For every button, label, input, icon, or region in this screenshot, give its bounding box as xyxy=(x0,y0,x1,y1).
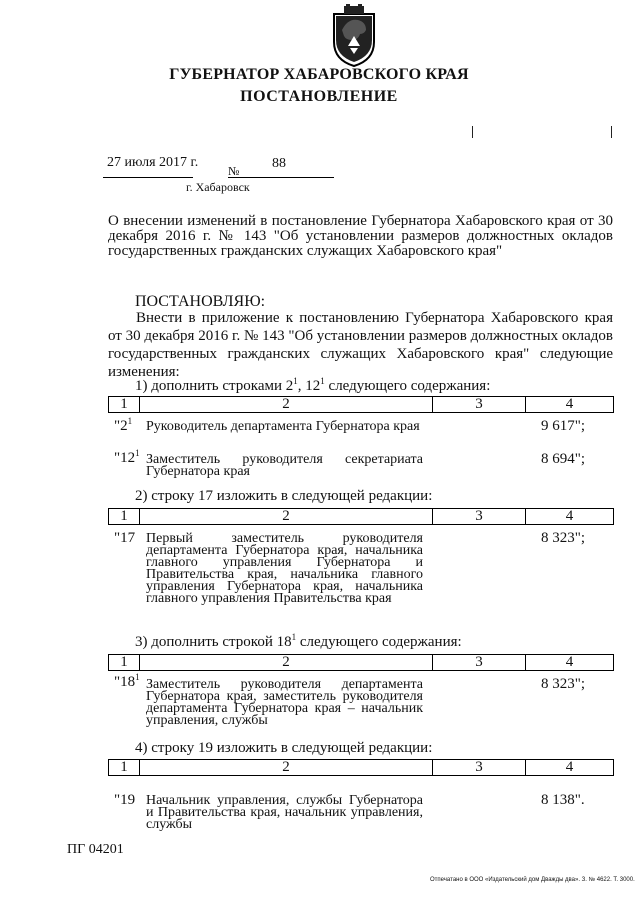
table-header xyxy=(108,759,614,776)
header-col-2: 2 xyxy=(140,509,433,525)
table-header xyxy=(108,654,614,671)
row-description: Руководитель департамента Губернатора края xyxy=(146,419,420,434)
header-col-4: 4 xyxy=(526,655,614,671)
header-col-4: 4 xyxy=(526,509,614,525)
main-paragraph: Внести в приложение к постановлению Губернатора Хабаровского края от 30 декабря 2016 г. № 143 "Об установлении размеров должностных окладов государственных гражданских служащих Хабаровского края" следующие изменения: xyxy=(108,310,613,380)
header-col-3: 3 xyxy=(433,760,526,776)
number-sign: № xyxy=(228,164,240,178)
header-col-2: 2 xyxy=(140,655,433,671)
item-3-label: 3) дополнить строкой $18^1$ следующего содержания: xyxy=(135,632,462,650)
margin-mark xyxy=(472,126,473,138)
header-col-1: 1 xyxy=(109,397,140,413)
document-type: ПОСТАНОВЛЕНИЕ xyxy=(240,88,398,105)
row-description: Заместитель руководителя департамента Губернатора края, заместитель руководителя департамента Губернатора края – начальник управления, службы xyxy=(146,677,423,728)
header-col-3: 3 xyxy=(433,655,526,671)
item-2-label: 2) строку 17 изложить в следующей редакции: xyxy=(135,488,433,504)
row-code: "$2^1$ xyxy=(114,416,133,434)
row-description: Начальник управления, службы Губернатора и Правительства края, начальник управления, службы xyxy=(146,793,423,832)
row-value: 9 617"; xyxy=(541,418,586,434)
item-1-label: 1) дополнить строками $2^1$, $12^1$ следующего содержания: xyxy=(135,376,491,394)
row-description: Заместитель руководителя секретариата Губернатора края xyxy=(146,452,423,479)
printer-imprint: Отпечатано в ООО «Издательский дом Дважды два». З. № 4622. Т. 3000. xyxy=(430,877,635,883)
row-code: "$12^1$ xyxy=(114,448,140,466)
decree-word: ПОСТАНОВЛЯЮ: xyxy=(135,293,266,310)
header-col-2: 2 xyxy=(140,397,433,413)
document-number: 88 xyxy=(272,156,286,171)
document-date: 27 июля 2017 г. xyxy=(107,155,199,170)
header-col-1: 1 xyxy=(109,509,140,525)
header-col-1: 1 xyxy=(109,655,140,671)
number-underline xyxy=(228,177,334,178)
row-code: "17 xyxy=(114,530,136,546)
row-value: 8 323"; xyxy=(541,676,586,692)
row-code: "$18^1$ xyxy=(114,672,140,690)
row-value: 8 323"; xyxy=(541,530,586,546)
header-col-4: 4 xyxy=(526,397,614,413)
table-header xyxy=(108,396,614,413)
header-col-3: 3 xyxy=(433,509,526,525)
organization-title: ГУБЕРНАТОР ХАБАРОВСКОГО КРАЯ xyxy=(169,66,469,83)
row-code: "19 xyxy=(114,792,136,808)
document-city: г. Хабаровск xyxy=(186,180,250,194)
header-col-3: 3 xyxy=(433,397,526,413)
row-description: Первый заместитель руководителя департамента Губернатора края, начальника главного управления Губернатора и Правительства края, начальника главного управления Губернатора края, начальника главного управления Правительства края xyxy=(146,531,423,606)
footer-code: ПГ 04201 xyxy=(67,842,124,857)
table-header xyxy=(108,508,614,525)
item-4-label: 4) строку 19 изложить в следующей редакции: xyxy=(135,740,433,756)
margin-mark xyxy=(611,126,612,138)
row-value: 8 138". xyxy=(541,792,585,808)
date-underline xyxy=(103,177,193,178)
header-col-2: 2 xyxy=(140,760,433,776)
header-col-1: 1 xyxy=(109,760,140,776)
khabarovsk-coat-of-arms-icon xyxy=(328,4,380,68)
header-col-4: 4 xyxy=(526,760,614,776)
document-subject: О внесении изменений в постановление Губернатора Хабаровского края от 30 декабря 2016 г. № 143 "Об установлении размеров должностных окладов государственных гражданских служащих Хабаровского края" xyxy=(108,213,613,259)
row-value: 8 694"; xyxy=(541,451,586,467)
